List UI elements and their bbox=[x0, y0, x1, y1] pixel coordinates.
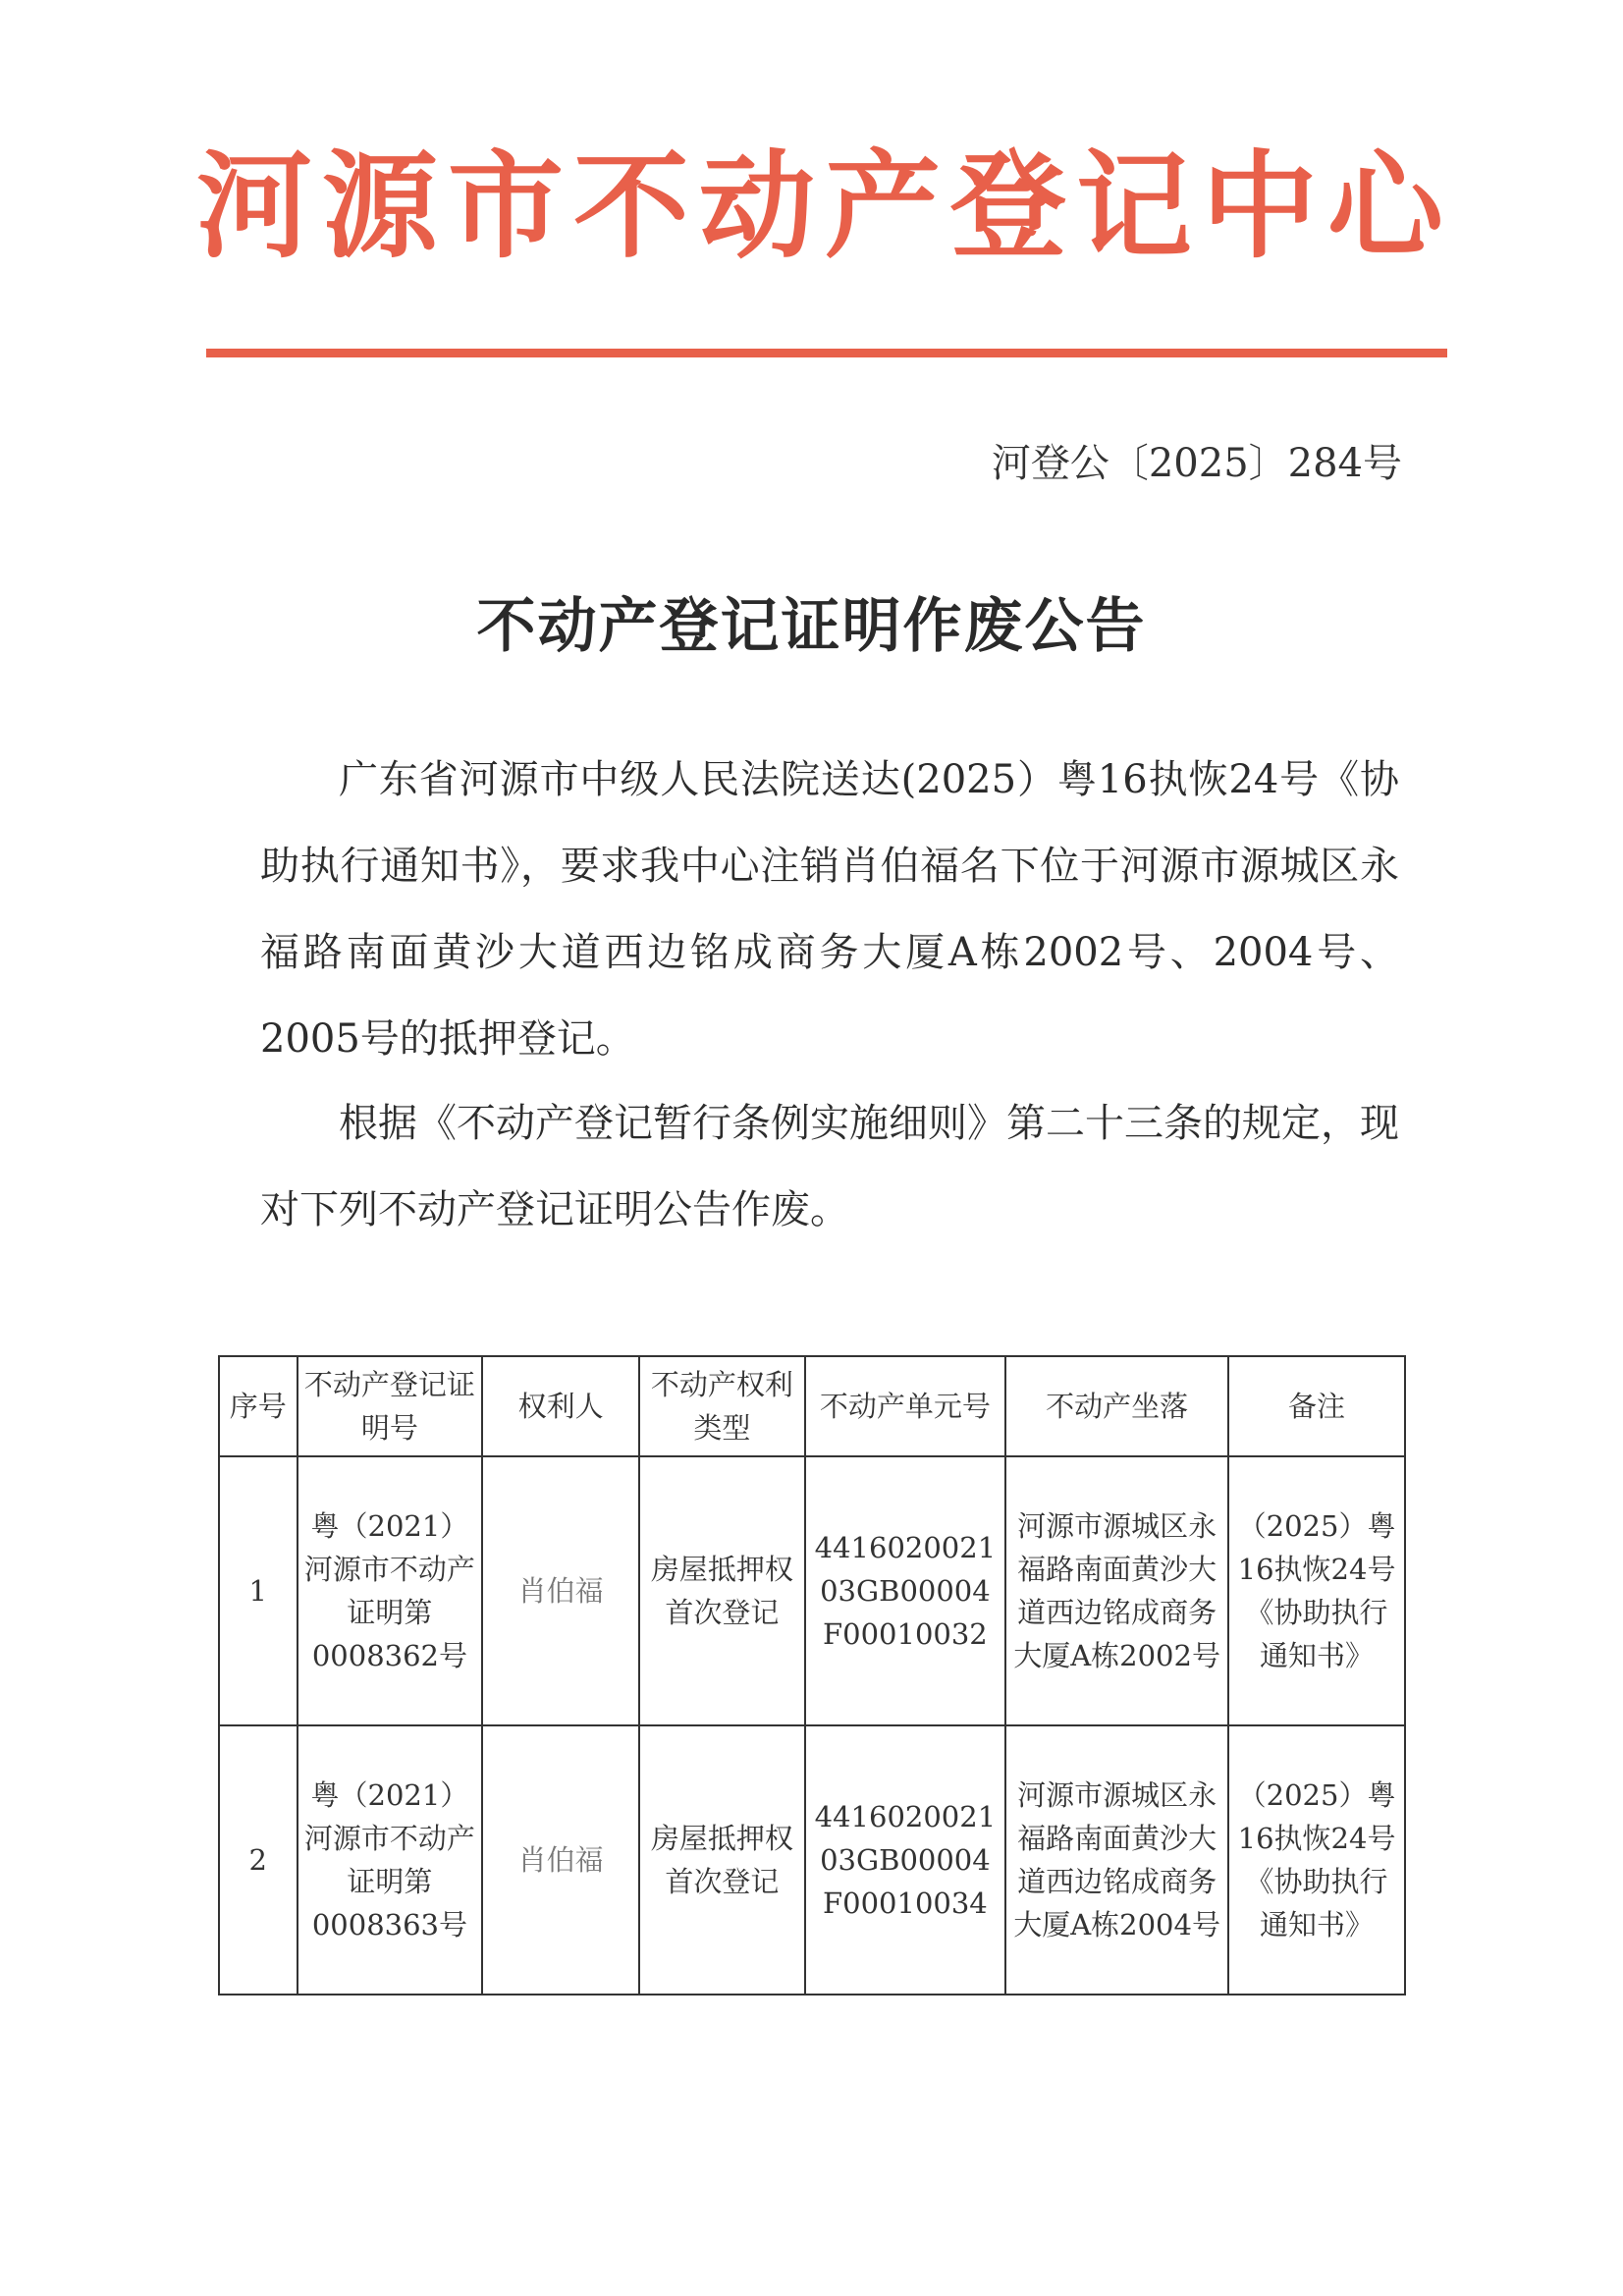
header-location: 不动产坐落 bbox=[1005, 1356, 1228, 1456]
document-number: 河登公〔2025〕284号 bbox=[991, 441, 1402, 486]
row-location: 河源市源城区永福路南面黄沙大道西边铭成商务大厦A栋2002号 bbox=[1005, 1456, 1228, 1725]
row-right-type: 房屋抵押权首次登记 bbox=[639, 1725, 805, 1995]
row-holder: 肖伯福 bbox=[482, 1456, 639, 1725]
table-row bbox=[219, 1725, 1405, 1995]
header-divider bbox=[206, 349, 1447, 357]
certificate-table bbox=[218, 1355, 1406, 1995]
row-seq: 1 bbox=[219, 1456, 298, 1725]
header-unit-no: 不动产单元号 bbox=[805, 1356, 1005, 1456]
row-location: 河源市源城区永福路南面黄沙大道西边铭成商务大厦A栋2004号 bbox=[1005, 1725, 1228, 1995]
row-seq: 2 bbox=[219, 1725, 298, 1995]
row-unit-no: 441602002103GB00004F00010032 bbox=[805, 1456, 1005, 1725]
header-seq: 序号 bbox=[219, 1356, 298, 1456]
row-note: （2025）粤16执恢24号《协助执行通知书》 bbox=[1228, 1456, 1405, 1725]
row-unit-no: 441602002103GB00004F00010034 bbox=[805, 1725, 1005, 1995]
table-header-row bbox=[219, 1356, 1405, 1456]
body-paragraph-2: 根据《不动产登记暂行条例实施细则》第二十三条的规定，现对下列不动产登记证明公告作废。 bbox=[260, 1101, 1399, 1232]
notice-title: 不动产登记证明作废公告 bbox=[476, 592, 1147, 661]
row-right-type: 房屋抵押权首次登记 bbox=[639, 1456, 805, 1725]
row-note: （2025）粤16执恢24号《协助执行通知书》 bbox=[1228, 1725, 1405, 1995]
table-row bbox=[219, 1456, 1405, 1725]
body-paragraph-1: 广东省河源市中级人民法院送达(2025）粤16执恢24号《协助执行通知书》，要求我中心注销肖伯福名下位于河源市源城区永福路南面黄沙大道西边铭成商务大厦A栋2002号、2004号、2005号的抵押登记。 bbox=[260, 757, 1399, 1062]
header-holder: 权利人 bbox=[482, 1356, 639, 1456]
org-header-title: 河源市不动产登记中心 bbox=[196, 138, 1454, 274]
row-holder: 肖伯福 bbox=[482, 1725, 639, 1995]
row-cert-no: 粤（2021）河源市不动产证明第0008363号 bbox=[298, 1725, 483, 1995]
header-right-type: 不动产权利类型 bbox=[639, 1356, 805, 1456]
header-note: 备注 bbox=[1228, 1356, 1405, 1456]
row-cert-no: 粤（2021）河源市不动产证明第0008362号 bbox=[298, 1456, 483, 1725]
header-cert-no: 不动产登记证明号 bbox=[298, 1356, 483, 1456]
